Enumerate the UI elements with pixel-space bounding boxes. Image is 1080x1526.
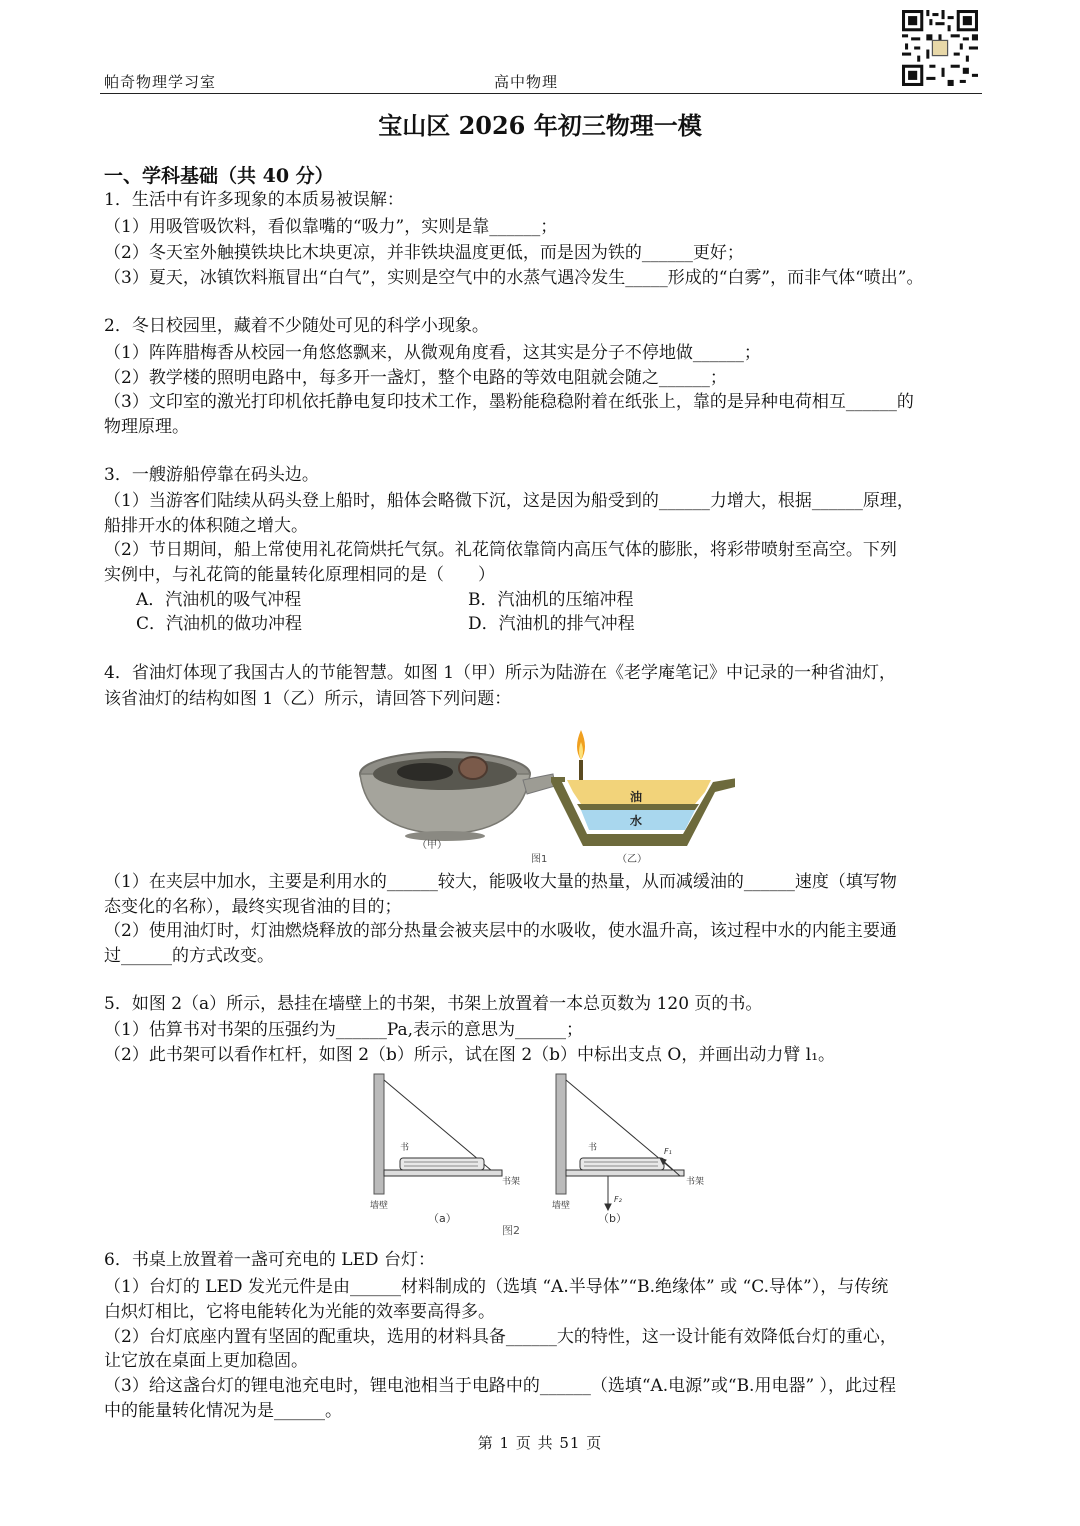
figure-1-label-jia: （甲） [417, 840, 447, 851]
q3-part1-cont: 船排开水的体积随之增大。 [104, 516, 308, 536]
q6-part1: （1）台灯的 LED 发光元件是由______材料制成的（选填 “A.半导体”“B.绝缘体” 或 “C.导体”），与传统 [104, 1277, 889, 1297]
q1-part1: （1）用吸管吸饮料，看似靠嘴的“吸力”，实则是靠______； [104, 217, 558, 237]
q6-part2-cont: 让它放在桌面上更加稳固。 [104, 1351, 308, 1371]
q2-stem: 2．冬日校园里，藏着不少随处可见的科学小现象。 [104, 316, 489, 336]
fig2b-label: （b） [598, 1212, 627, 1225]
header-left: 帕奇物理学习室 [104, 73, 217, 91]
bookshelf-diagram-b [556, 1074, 684, 1210]
q4-part2-cont: 过______的方式改变。 [104, 946, 274, 966]
q2-part3-cont: 物理原理。 [104, 417, 189, 437]
oil-label: 油 [630, 790, 643, 804]
page-footer: 第 1 页 共 51 页 [477, 1434, 603, 1452]
figure-1-label-yi: （乙） [617, 854, 647, 865]
page-title: 宝山区 2026 年初三物理一模 [378, 111, 702, 140]
fig2a-shelf-label: 书架 [502, 1177, 521, 1187]
q4-stem: 4．省油灯体现了我国古人的节能智慧。如图 1（甲）所示为陆游在《老学庵笔记》中记录的一种省油灯， [104, 663, 897, 683]
q2-part2: （2）教学楼的照明电路中，每多开一盏灯，整个电路的等效电阻就会随之______； [104, 368, 727, 388]
q3-stem: 3．一艘游船停靠在码头边。 [104, 465, 319, 485]
bookshelf-diagram-a [374, 1074, 502, 1194]
q3-part2: （2）节日期间，船上常使用礼花筒烘托气氛。礼花筒依靠筒内高压气体的膨胀，将彩带喷射至高空。下列 [104, 540, 897, 560]
q1-part2: （2）冬天室外触摸铁块比木块更凉，并非铁块温度更低，而是因为铁的______更好； [104, 243, 744, 263]
q5-part2: （2）此书架可以看作杠杆，如图 2（b）所示，试在图 2（b）中标出支点 O，并画出动力臂 l₁。 [104, 1045, 836, 1065]
force-f2-label: F₂ [614, 1195, 622, 1204]
water-label: 水 [630, 814, 643, 828]
figure-2-bookshelf [360, 1072, 730, 1238]
q5-part1: （1）估算书对书架的压强约为______Pa,表示的意思为______； [104, 1020, 584, 1040]
fig2a-label: （a） [428, 1212, 457, 1225]
q3-part1: （1）当游客们陆续从码头登上船时，船体会略微下沉，这是因为船受到的______力增大，根据______原理， [104, 491, 914, 511]
q3-option-d: D．汽油机的排气冲程 [468, 614, 635, 634]
q3-option-a: A．汽油机的吸气冲程 [136, 590, 302, 610]
fig2b-book-label: 书 [588, 1143, 598, 1153]
section-heading: 一、学科基础（共 40 分） [104, 165, 334, 187]
fig2a-book-label: 书 [400, 1143, 410, 1153]
figure-2-caption: 图2 [502, 1224, 520, 1237]
figure-1-oil-lamp [355, 722, 735, 872]
q4-stem-cont: 该省油灯的结构如图 1（乙）所示，请回答下列问题： [104, 689, 512, 709]
q6-part1-cont: 白炽灯相比，它将电能转化为光能的效率要高得多。 [104, 1302, 495, 1322]
q6-part2: （2）台灯底座内置有坚固的配重块，选用的材料具备______大的特性，这一设计能有效降低台灯的重心， [104, 1327, 897, 1347]
fig2b-shelf-label: 书架 [686, 1177, 705, 1187]
q3-part2-cont: 实例中，与礼花筒的能量转化原理相同的是（ ） [104, 565, 495, 585]
fig2a-wall-label: 墙壁 [370, 1201, 389, 1211]
ancient-oil-lamp-photo [360, 752, 555, 841]
q3-option-c: C．汽油机的做功冲程 [136, 614, 303, 634]
oil-lamp-structure-diagram [551, 730, 735, 846]
q1-stem: 1．生活中有许多现象的本质易被误解： [104, 190, 404, 210]
q3-option-b: B．汽油机的压缩冲程 [468, 590, 634, 610]
q6-stem: 6．书桌上放置着一盏可充电的 LED 台灯： [104, 1250, 435, 1270]
q2-part3: （3）文印室的激光打印机依托静电复印技术工作，墨粉能稳稳附着在纸张上，靠的是异种电荷相互______的 [104, 392, 914, 412]
fig2b-wall-label: 墙壁 [552, 1201, 571, 1211]
figure-1-caption: 图1 [531, 854, 548, 865]
q4-part1-cont: 态变化的名称），最终实现省油的目的； [104, 897, 402, 917]
q2-part1: （1）阵阵腊梅香从校园一角悠悠飘来，从微观角度看，这其实是分子不停地做______； [104, 343, 761, 363]
header-center: 高中物理 [494, 73, 559, 91]
q4-part2: （2）使用油灯时，灯油燃烧释放的部分热量会被夹层中的水吸收，使水温升高，该过程中水的内能主要通 [104, 921, 897, 941]
q5-stem: 5．如图 2（a）所示，悬挂在墙壁上的书架，书架上放置着一本总页数为 120 页的书。 [104, 994, 763, 1014]
force-f1-label: F₁ [664, 1147, 672, 1156]
q1-part3: （3）夏天，冰镇饮料瓶冒出“白气”，实则是空气中的水蒸气遇冷发生_____形成的“白雾”，而非气体“喷出”。 [104, 268, 924, 288]
header-divider [100, 93, 982, 94]
q4-part1: （1）在夹层中加水，主要是利用水的______较大，能吸收大量的热量，从而减缓油的______速度（填写物 [104, 872, 897, 892]
qr-code-icon [902, 10, 978, 86]
q6-part3: （3）给这盏台灯的锂电池充电时，锂电池相当于电路中的______（选填“A.电源”或“B.用电器” ），此过程 [104, 1376, 897, 1396]
q6-part3-cont: 中的能量转化情况为是______。 [104, 1401, 342, 1421]
